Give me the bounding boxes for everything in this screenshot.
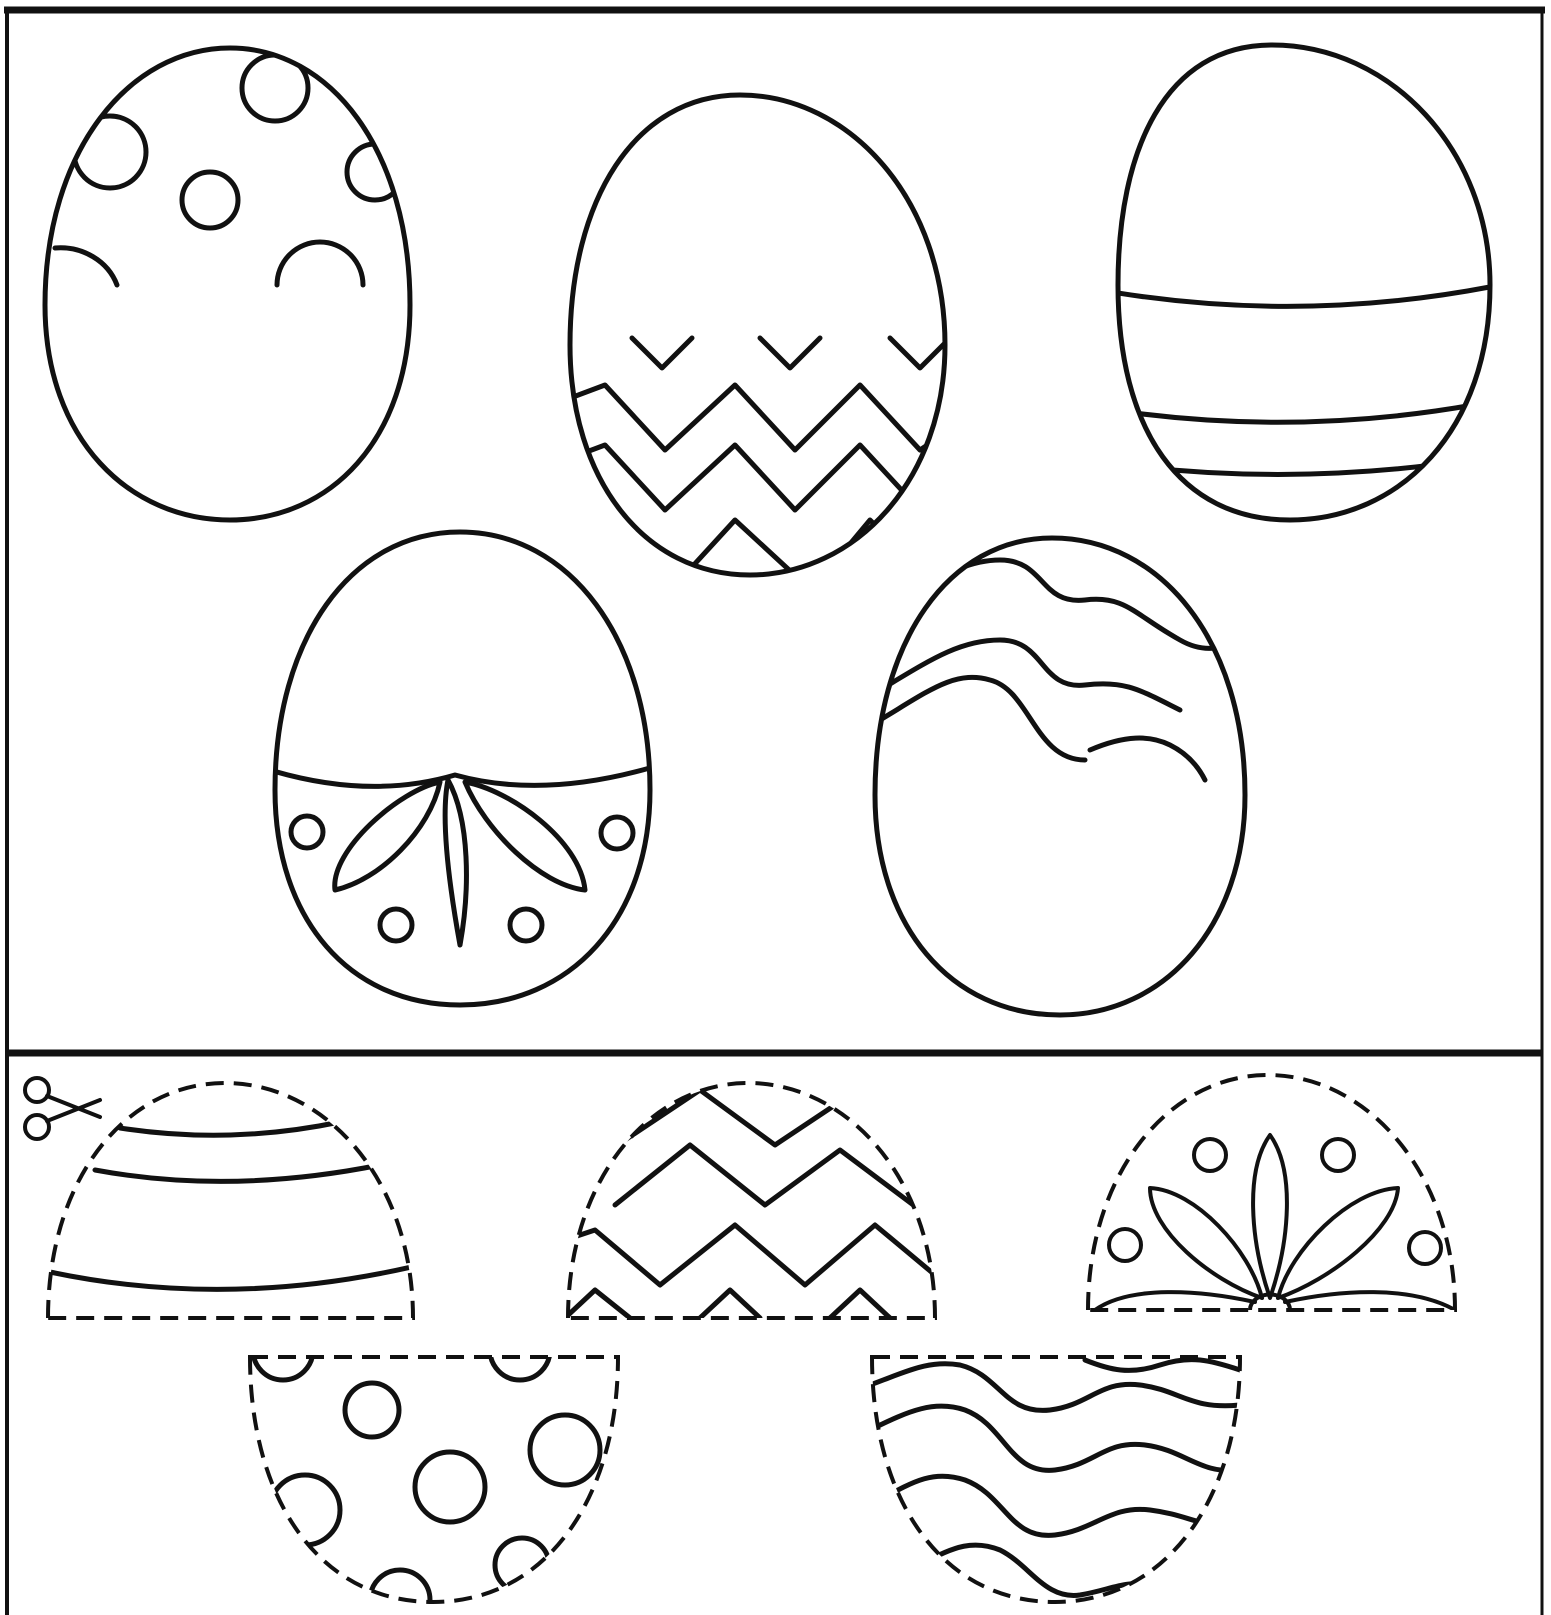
egg-zigzag: [565, 95, 950, 580]
egg-circles-and-arcs: [45, 48, 410, 520]
half-egg-waves: [870, 1357, 1240, 1602]
half-egg-stripes: [48, 1083, 420, 1318]
half-egg-petals-and-dots: [1088, 1075, 1455, 1310]
egg-waves: [875, 538, 1260, 1015]
half-egg-zigzag: [565, 1083, 935, 1318]
scissors-icon: [25, 1078, 100, 1139]
worksheet-frame: [4, 10, 1545, 1615]
half-egg-circles-and-arcs: [250, 1320, 618, 1615]
egg-stripes: [1100, 45, 1500, 520]
egg-petals-and-dots: [270, 532, 660, 1005]
